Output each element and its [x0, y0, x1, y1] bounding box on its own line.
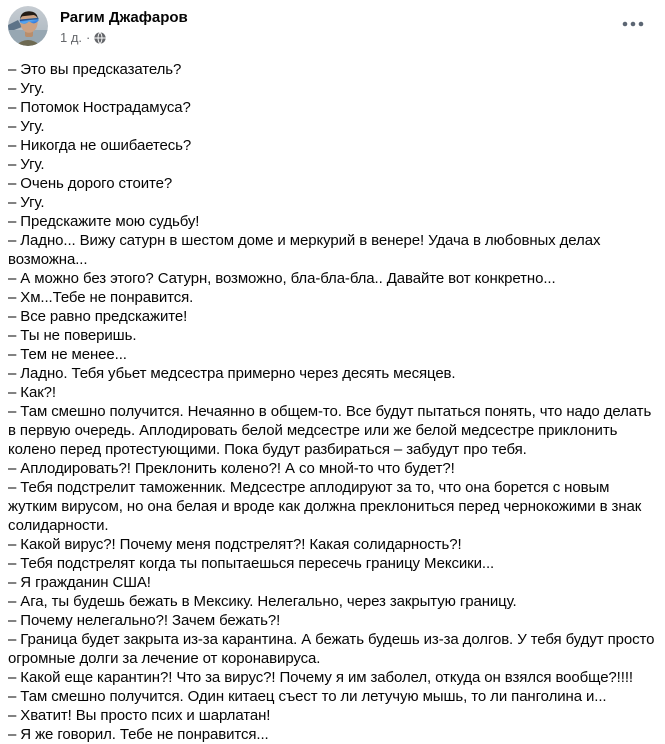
post-options-button[interactable]	[617, 8, 649, 40]
three-dots-menu-icon	[621, 21, 645, 27]
post-header-info	[60, 6, 617, 46]
timestamp[interactable]: 1 д.	[60, 30, 83, 45]
dialogue-line: – Там смешно получится. Нечаянно в общем-то. Все будут пытаться понять, что надо делать в первую очередь. Аплодировать белой медсестре или же белой медсестре приклонить колено перед протестующими. Пока будут разбираться – забудут про тебя.	[8, 403, 656, 458]
post-meta	[60, 30, 617, 46]
dialogue-line: – Ты не поверишь.	[8, 327, 137, 344]
dialogue-line: – Хм...Тебе не понравится.	[8, 289, 194, 306]
dialogue-line: – А можно без этого? Сатурн, возможно, бла-бла-бла.. Давайте вот конкретно...	[8, 270, 556, 287]
dialogue-line: – Угу.	[8, 80, 45, 97]
dialogue-line: – Как?!	[8, 384, 56, 401]
dialogue-line: – Хватит! Вы просто псих и шарлатан!	[8, 707, 271, 724]
post-header	[0, 0, 665, 46]
dialogue-line: – Какой вирус?! Почему меня подстрелят?! Какая солидарность?!	[8, 536, 462, 553]
dialogue-line: – Потомок Нострадамуса?	[8, 99, 191, 116]
meta-separator: ·	[86, 30, 91, 45]
dialogue-line: – Угу.	[8, 156, 45, 173]
dialogue-line: – Все равно предскажите!	[8, 308, 188, 325]
dialogue-line: – Ладно. Тебя убьет медсестра примерно через десять месяцев.	[8, 365, 456, 382]
dialogue-line: – Тем не менее...	[8, 346, 127, 363]
dialogue-line: – Я гражданин США!	[8, 574, 151, 591]
avatar[interactable]	[8, 6, 48, 46]
dialogue-line: – Предскажите мою судьбу!	[8, 213, 200, 230]
dialogue-line: – Там смешно получится. Один китаец съест то ли летучую мышь, то ли панголина и...	[8, 688, 607, 705]
post-text	[0, 60, 665, 744]
dialogue-line: – Какой еще карантин?! Что за вирус?! Почему я им заболел, откуда он взялся вообще?!!!!	[8, 669, 633, 686]
dialogue-line: – Угу.	[8, 194, 45, 211]
dialogue-line: – Никогда не ошибаетесь?	[8, 137, 192, 154]
dialogue-line: – Ага, ты будешь бежать в Мексику. Нелегально, через закрытую границу.	[8, 593, 517, 610]
dialogue-line: – Тебя подстрелят когда ты попытаешься пересечь границу Мексики...	[8, 555, 495, 572]
dialogue-line: – Граница будет закрыта из-за карантина. А бежать будешь из-за долгов. У тебя будут просто огромные долги за лечение от коронавируса.	[8, 631, 659, 667]
dialogue-line: – Я же говорил. Тебе не понравится...	[8, 726, 269, 743]
avatar-portrait-image	[8, 6, 48, 46]
dialogue-line: – Угу.	[8, 118, 45, 135]
globe-public-icon	[94, 32, 106, 44]
dialogue-line: – Это вы предсказатель?	[8, 61, 182, 78]
dialogue-line: – Ладно... Вижу сатурн в шестом доме и меркурий в венере! Удача в любовных делах возможна...	[8, 232, 605, 268]
dialogue-line: – Почему нелегально?! Зачем бежать?!	[8, 612, 281, 629]
dialogue-line: – Очень дорого стоите?	[8, 175, 173, 192]
dialogue-line: – Тебя подстрелит таможенник. Медсестре аплодируют за то, что она борется с новым жутким вирусом, но она белая и вроде как должна преклониться перед чернокожими в знак солидарности.	[8, 479, 646, 534]
dialogue-line: – Аплодировать?! Преклонить колено?! А со мной-то что будет?!	[8, 460, 455, 477]
author-name[interactable]: Рагим Джафаров	[60, 9, 188, 26]
